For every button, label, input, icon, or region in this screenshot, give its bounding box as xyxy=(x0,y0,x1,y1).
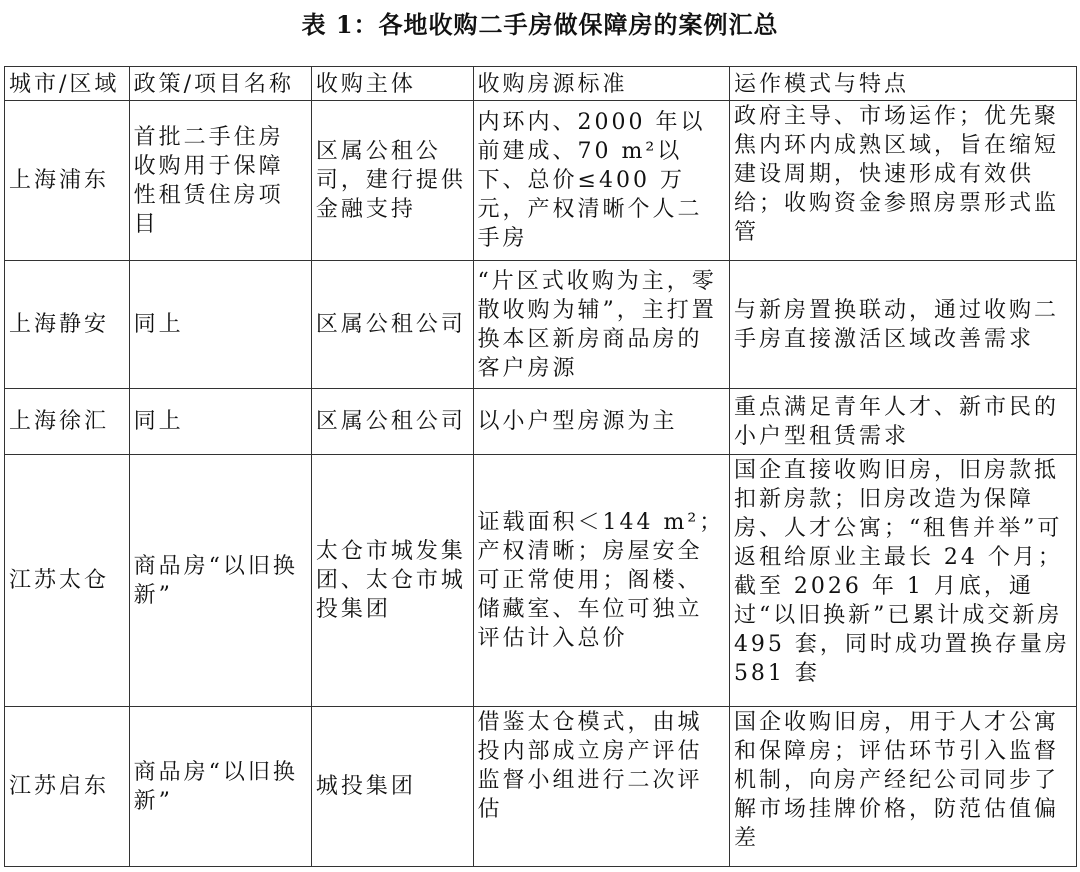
cell-city: 上海徐汇 xyxy=(5,389,130,455)
cell-city: 上海浦东 xyxy=(5,101,130,261)
cell-subject: 区属公租公司 xyxy=(311,389,473,455)
cell-standard: “片区式收购为主，零散收购为辅”，主打置换本区新房商品房的客户房源 xyxy=(473,261,729,389)
cell-standard: 证载面积＜144 m²；产权清晰；房屋安全可正常使用；阁楼、储藏室、车位可独立评估计入总价 xyxy=(473,455,729,707)
header-city: 城市/区域 xyxy=(5,67,130,101)
cell-policy: 首批二手住房收购用于保障性租赁住房项目 xyxy=(129,101,311,261)
cell-mode: 国企收购旧房，用于人才公寓和保障房；评估环节引入监督机制，向房产经纪公司同步了解市场挂牌价格，防范估值偏差 xyxy=(729,707,1076,867)
cell-city: 江苏太仓 xyxy=(5,455,130,707)
cell-city: 江苏启东 xyxy=(5,707,130,867)
cell-subject: 城投集团 xyxy=(311,707,473,867)
cell-subject: 太仓市城发集团、太仓市城投集团 xyxy=(311,455,473,707)
cell-mode: 政府主导、市场运作；优先聚焦内环内成熟区域，旨在缩短建设周期，快速形成有效供给；收购资金参照房票形式监管 xyxy=(729,101,1076,261)
cell-policy: 商品房“以旧换新” xyxy=(129,455,311,707)
cell-mode: 国企直接收购旧房，旧房款抵扣新房款；旧房改造为保障房、人才公寓；“租售并举”可返租给原业主最长 24 个月；截至 2026 年 1 月底，通过“以旧换新”已累计成交新房 495 套，同时成功置换存量房 581 套 xyxy=(729,455,1076,707)
cell-policy: 商品房“以旧换新” xyxy=(129,707,311,867)
cell-subject: 区属公租公司，建行提供金融支持 xyxy=(311,101,473,261)
cell-mode: 与新房置换联动，通过收购二手房直接激活区域改善需求 xyxy=(729,261,1076,389)
table-row xyxy=(5,707,1077,867)
cell-city: 上海静安 xyxy=(5,261,130,389)
cell-policy: 同上 xyxy=(129,261,311,389)
table-header-row xyxy=(5,67,1077,101)
header-mode: 运作模式与特点 xyxy=(729,67,1076,101)
cell-standard: 借鉴太仓模式，由城投内部成立房产评估监督小组进行二次评估 xyxy=(473,707,729,867)
table-row xyxy=(5,455,1077,707)
header-policy: 政策/项目名称 xyxy=(129,67,311,101)
header-standard: 收购房源标准 xyxy=(473,67,729,101)
cell-subject: 区属公租公司 xyxy=(311,261,473,389)
cell-policy: 同上 xyxy=(129,389,311,455)
page-title: 表 1：各地收购二手房做保障房的案例汇总 xyxy=(301,10,779,39)
cell-standard: 以小户型房源为主 xyxy=(473,389,729,455)
table-row xyxy=(5,101,1077,261)
table-row xyxy=(5,389,1077,455)
table-row xyxy=(5,261,1077,389)
cell-mode: 重点满足青年人才、新市民的小户型租赁需求 xyxy=(729,389,1076,455)
header-subject: 收购主体 xyxy=(311,67,473,101)
case-summary-table xyxy=(4,66,1077,867)
cell-standard: 内环内、2000 年以前建成、70 m²以下、总价≤400 万元，产权清晰个人二手房 xyxy=(473,101,729,261)
